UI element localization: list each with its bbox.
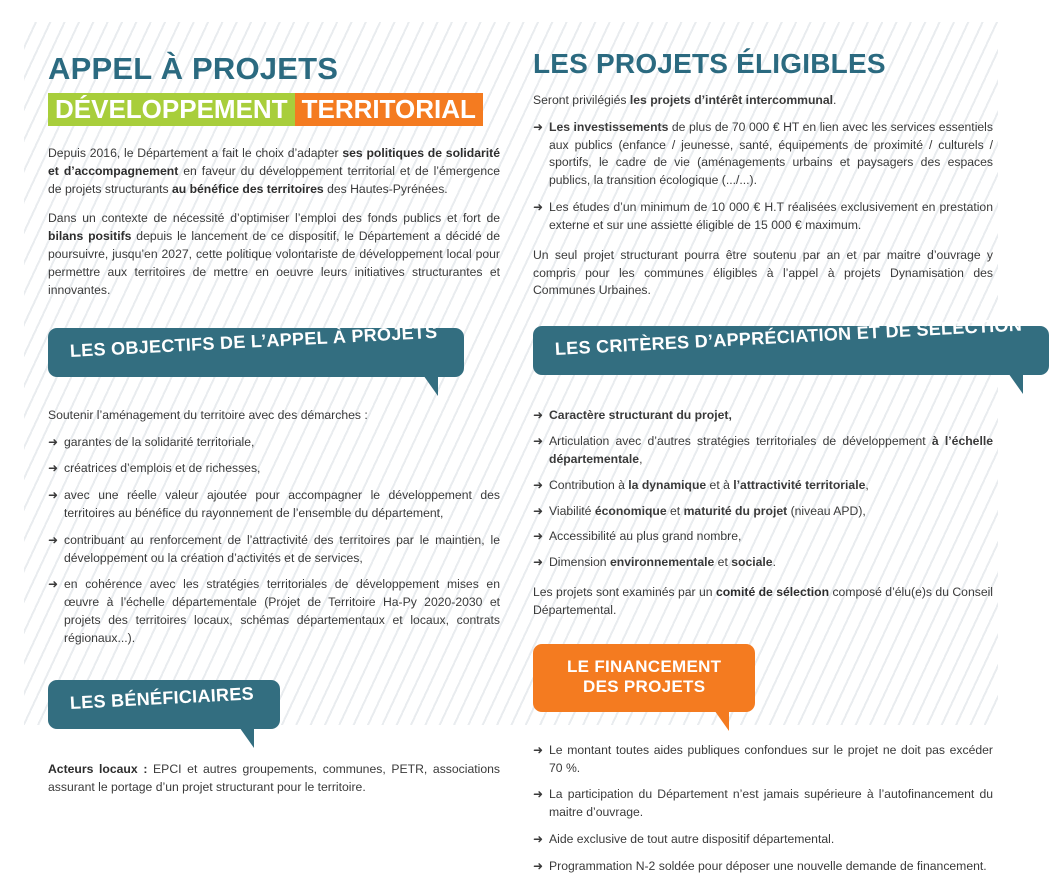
list-item xyxy=(533,554,993,572)
criteres-banner-label: LES CRITÈRES D’APPRÉCIATION ET DE SÉLECTION xyxy=(554,314,1023,360)
beneficiaires-text xyxy=(48,761,500,797)
list-item xyxy=(533,742,993,778)
list-item-text: Programmation N-2 soldée pour déposer une nouvelle demande de financement. xyxy=(549,858,987,873)
list-item-text: La participation du Département n’est jamais supérieure à l’autofinancement du maitre d’ouvrage. xyxy=(549,787,993,820)
arrow-bullet-icon: ➜ xyxy=(533,832,544,847)
right-column xyxy=(533,0,1023,876)
arrow-bullet-icon: ➜ xyxy=(48,577,59,592)
arrow-bullet-icon: ➜ xyxy=(533,742,544,757)
eligibles-heading: LES PROJETS ÉLIGIBLES xyxy=(533,48,886,79)
left-column xyxy=(48,0,500,797)
list-item xyxy=(533,858,993,876)
eligibles-lead-bold: les projets d’intérêt intercommunal xyxy=(629,93,834,107)
arrow-bullet-icon: ➜ xyxy=(533,555,544,570)
page-title: APPEL À PROJETS xyxy=(48,51,339,86)
eligibles-lead xyxy=(533,92,993,110)
arrow-bullet-icon: ➜ xyxy=(533,858,544,873)
criteres-item5-text1: et xyxy=(714,555,732,570)
criteres-item3-text2: (niveau APD), xyxy=(787,503,866,518)
list-item-text: garantes de la solidarité territoriale, xyxy=(64,434,255,449)
title-bar-orange: TERRITORIAL xyxy=(295,93,483,126)
speech-bubble-tail-icon xyxy=(1006,370,1023,394)
arrow-bullet-icon: ➜ xyxy=(533,408,544,423)
criteres-item2-bold2: l’attractivité territoriale xyxy=(733,477,866,492)
list-item xyxy=(533,528,993,546)
objectifs-banner-wrap xyxy=(48,321,500,377)
criteres-item3-text0: Viabilité xyxy=(549,503,595,518)
intro2-bold-1: bilans positifs xyxy=(48,229,132,244)
intro1-text-2: en faveur du développement territorial et de l’émergence de projets structurants xyxy=(48,163,500,196)
arrow-bullet-icon: ➜ xyxy=(48,532,59,547)
list-item xyxy=(533,503,993,521)
criteres-item3-text1: et xyxy=(666,503,684,518)
list-item xyxy=(533,831,993,849)
eligibles-lead-text-1: Seront privilégiés xyxy=(533,93,630,107)
list-item xyxy=(533,433,993,469)
list-item xyxy=(48,434,500,452)
objectifs-lead: Soutenir l’aménagement du territoire avec des démarches : xyxy=(48,407,368,422)
criteres-list xyxy=(533,407,993,572)
list-item xyxy=(533,199,993,235)
list-item xyxy=(48,460,500,478)
beneficiaires-banner-wrap xyxy=(48,680,500,729)
financement-banner xyxy=(533,644,755,712)
arrow-bullet-icon: ➜ xyxy=(533,200,544,215)
speech-bubble-tail-icon xyxy=(712,707,729,731)
criteres-item1-text1: , xyxy=(639,451,643,466)
intro2-text-1: Dans un contexte de nécessité d’optimiser l’emploi des fonds publics et fort de xyxy=(48,211,500,226)
eligibles-item1-bold: Les investissements xyxy=(549,119,669,134)
list-item xyxy=(533,407,993,425)
criteres-item3-bold2: maturité du projet xyxy=(683,503,788,518)
criteres-item5-bold2: sociale xyxy=(731,555,773,570)
list-item xyxy=(48,576,500,647)
beneficiaires-body: EPCI et autres groupements, communes, PETR, associations assurant le portage d’un projet structurant pour le territoire. xyxy=(48,761,501,794)
list-item-text: Aide exclusive de tout autre dispositif départemental. xyxy=(549,832,835,847)
criteres-item1-text0: Articulation avec d’autres stratégies territoriales de développement xyxy=(549,434,932,449)
criteres-note-text-2: composé d’élu(e)s du Conseil Départemental. xyxy=(533,585,994,617)
beneficiaires-banner xyxy=(48,680,280,729)
intro-paragraph-1 xyxy=(48,145,500,198)
intro1-bold-2: au bénéfice des territoires xyxy=(171,181,324,196)
financement-banner-line1: LE FINANCEMENT xyxy=(567,656,722,676)
intro2-text-2: depuis le lancement de ce dispositif, le Département a décidé de poursuivre, jusqu’en 2027, cette politique volontariste de développement local pour permettre aux territoires de mettre en oeuvre leurs initiatives structurantes et innovantes. xyxy=(48,229,500,297)
arrow-bullet-icon: ➜ xyxy=(533,434,544,449)
arrow-bullet-icon: ➜ xyxy=(533,477,544,492)
eligibles-note: Un seul projet structurant pourra être soutenu par an et par maitre d’ouvrage y compris pour les communes éligibles à l’appel à projets Dynamisation des Communes Urbaines. xyxy=(533,247,993,298)
title-bar-green: DÉVELOPPEMENT xyxy=(48,93,295,126)
eligibles-item1-text: de plus de 70 000 € HT en lien avec les services essentiels aux publics (enfance / jeunesse, santé, équipements de proximité / culturels / sportifs, le cadre de vie (aménagements urbains et paysagers des espaces publics, la transition écologique (.../...). xyxy=(549,119,993,188)
beneficiaires-bold: Acteurs locaux : xyxy=(48,761,148,776)
criteres-item2-text1: et à xyxy=(706,477,734,492)
objectifs-banner-label: LES OBJECTIFS DE L’APPEL À PROJETS xyxy=(69,321,438,361)
criteres-item2-text0: Contribution à xyxy=(549,477,629,492)
financement-banner-line2: DES PROJETS xyxy=(583,676,706,696)
criteres-banner-wrap xyxy=(533,314,1023,375)
speech-bubble-tail-icon xyxy=(421,372,438,396)
arrow-bullet-icon: ➜ xyxy=(48,488,59,503)
speech-bubble-tail-icon xyxy=(237,724,254,748)
criteres-item2-text2: , xyxy=(865,477,869,492)
arrow-bullet-icon: ➜ xyxy=(533,503,544,518)
list-item-text: créatrices d’emplois et de richesses, xyxy=(64,461,261,476)
criteres-item0-bold: Caractère structurant du projet, xyxy=(549,408,732,423)
criteres-note-bold: comité de sélection xyxy=(715,585,830,600)
list-item xyxy=(533,477,993,495)
criteres-item5-bold1: environnementale xyxy=(609,555,715,570)
arrow-bullet-icon: ➜ xyxy=(48,434,59,449)
list-item xyxy=(533,786,993,822)
title-color-bars xyxy=(48,93,478,126)
list-item xyxy=(48,487,500,523)
list-item xyxy=(48,532,500,568)
list-item-text: Le montant toutes aides publiques confondues sur le projet ne doit pas excéder 70 %. xyxy=(549,742,993,775)
intro1-bold-1: ses politiques de solidarité et d’accompagnement xyxy=(48,146,500,178)
eligibles-list xyxy=(533,119,993,235)
arrow-bullet-icon: ➜ xyxy=(533,119,544,134)
criteres-note-text-1: Les projets sont examinés par un xyxy=(533,585,716,600)
arrow-bullet-icon: ➜ xyxy=(533,529,544,544)
arrow-bullet-icon: ➜ xyxy=(533,787,544,802)
eligibles-lead-text-2: . xyxy=(833,93,837,107)
objectifs-banner xyxy=(48,321,464,377)
criteres-item2-bold1: la dynamique xyxy=(628,477,707,492)
criteres-banner xyxy=(533,314,1049,375)
criteres-item1-bold: à l’échelle départementale xyxy=(549,434,993,466)
criteres-item5-text2: . xyxy=(772,555,776,570)
intro1-text-1: Depuis 2016, le Département a fait le choix d’adapter xyxy=(48,146,343,160)
list-item-text: en cohérence avec les stratégies territoriales de développement mises en œuvre à l’échelle départementale (Projet de Territoire Ha-Py 2020-2030 et projets des territoires locaux, schémas départementaux et locaux, contrats régionaux...). xyxy=(64,577,500,645)
list-item-text: avec une réelle valeur ajoutée pour accompagner le développement des territoires au bénéfice du rayonnement de l’ensemble du département, xyxy=(64,488,500,520)
criteres-item5-text0: Dimension xyxy=(549,555,610,570)
financement-list xyxy=(533,742,993,876)
list-item xyxy=(533,119,993,190)
criteres-item3-bold1: économique xyxy=(594,503,667,518)
intro-paragraph-2 xyxy=(48,210,500,299)
criteres-item4-text0: Accessibilité au plus grand nombre, xyxy=(549,529,742,544)
beneficiaires-banner-label: LES BÉNÉFICIAIRES xyxy=(69,683,255,713)
list-item-text: Les études d’un minimum de 10 000 € H.T réalisées exclusivement en prestation externe et sur une assiette éligible de 15 000 € maximum. xyxy=(549,200,993,232)
criteres-note xyxy=(533,584,993,620)
intro1-text-3: des Hautes-Pyrénées. xyxy=(323,181,448,196)
list-item-text: contribuant au renforcement de l’attractivité des territoires par le maintien, le développement ou la création d’activités et de services, xyxy=(64,532,500,565)
objectifs-list xyxy=(48,434,500,648)
financement-banner-wrap xyxy=(533,644,993,712)
arrow-bullet-icon: ➜ xyxy=(48,461,59,476)
